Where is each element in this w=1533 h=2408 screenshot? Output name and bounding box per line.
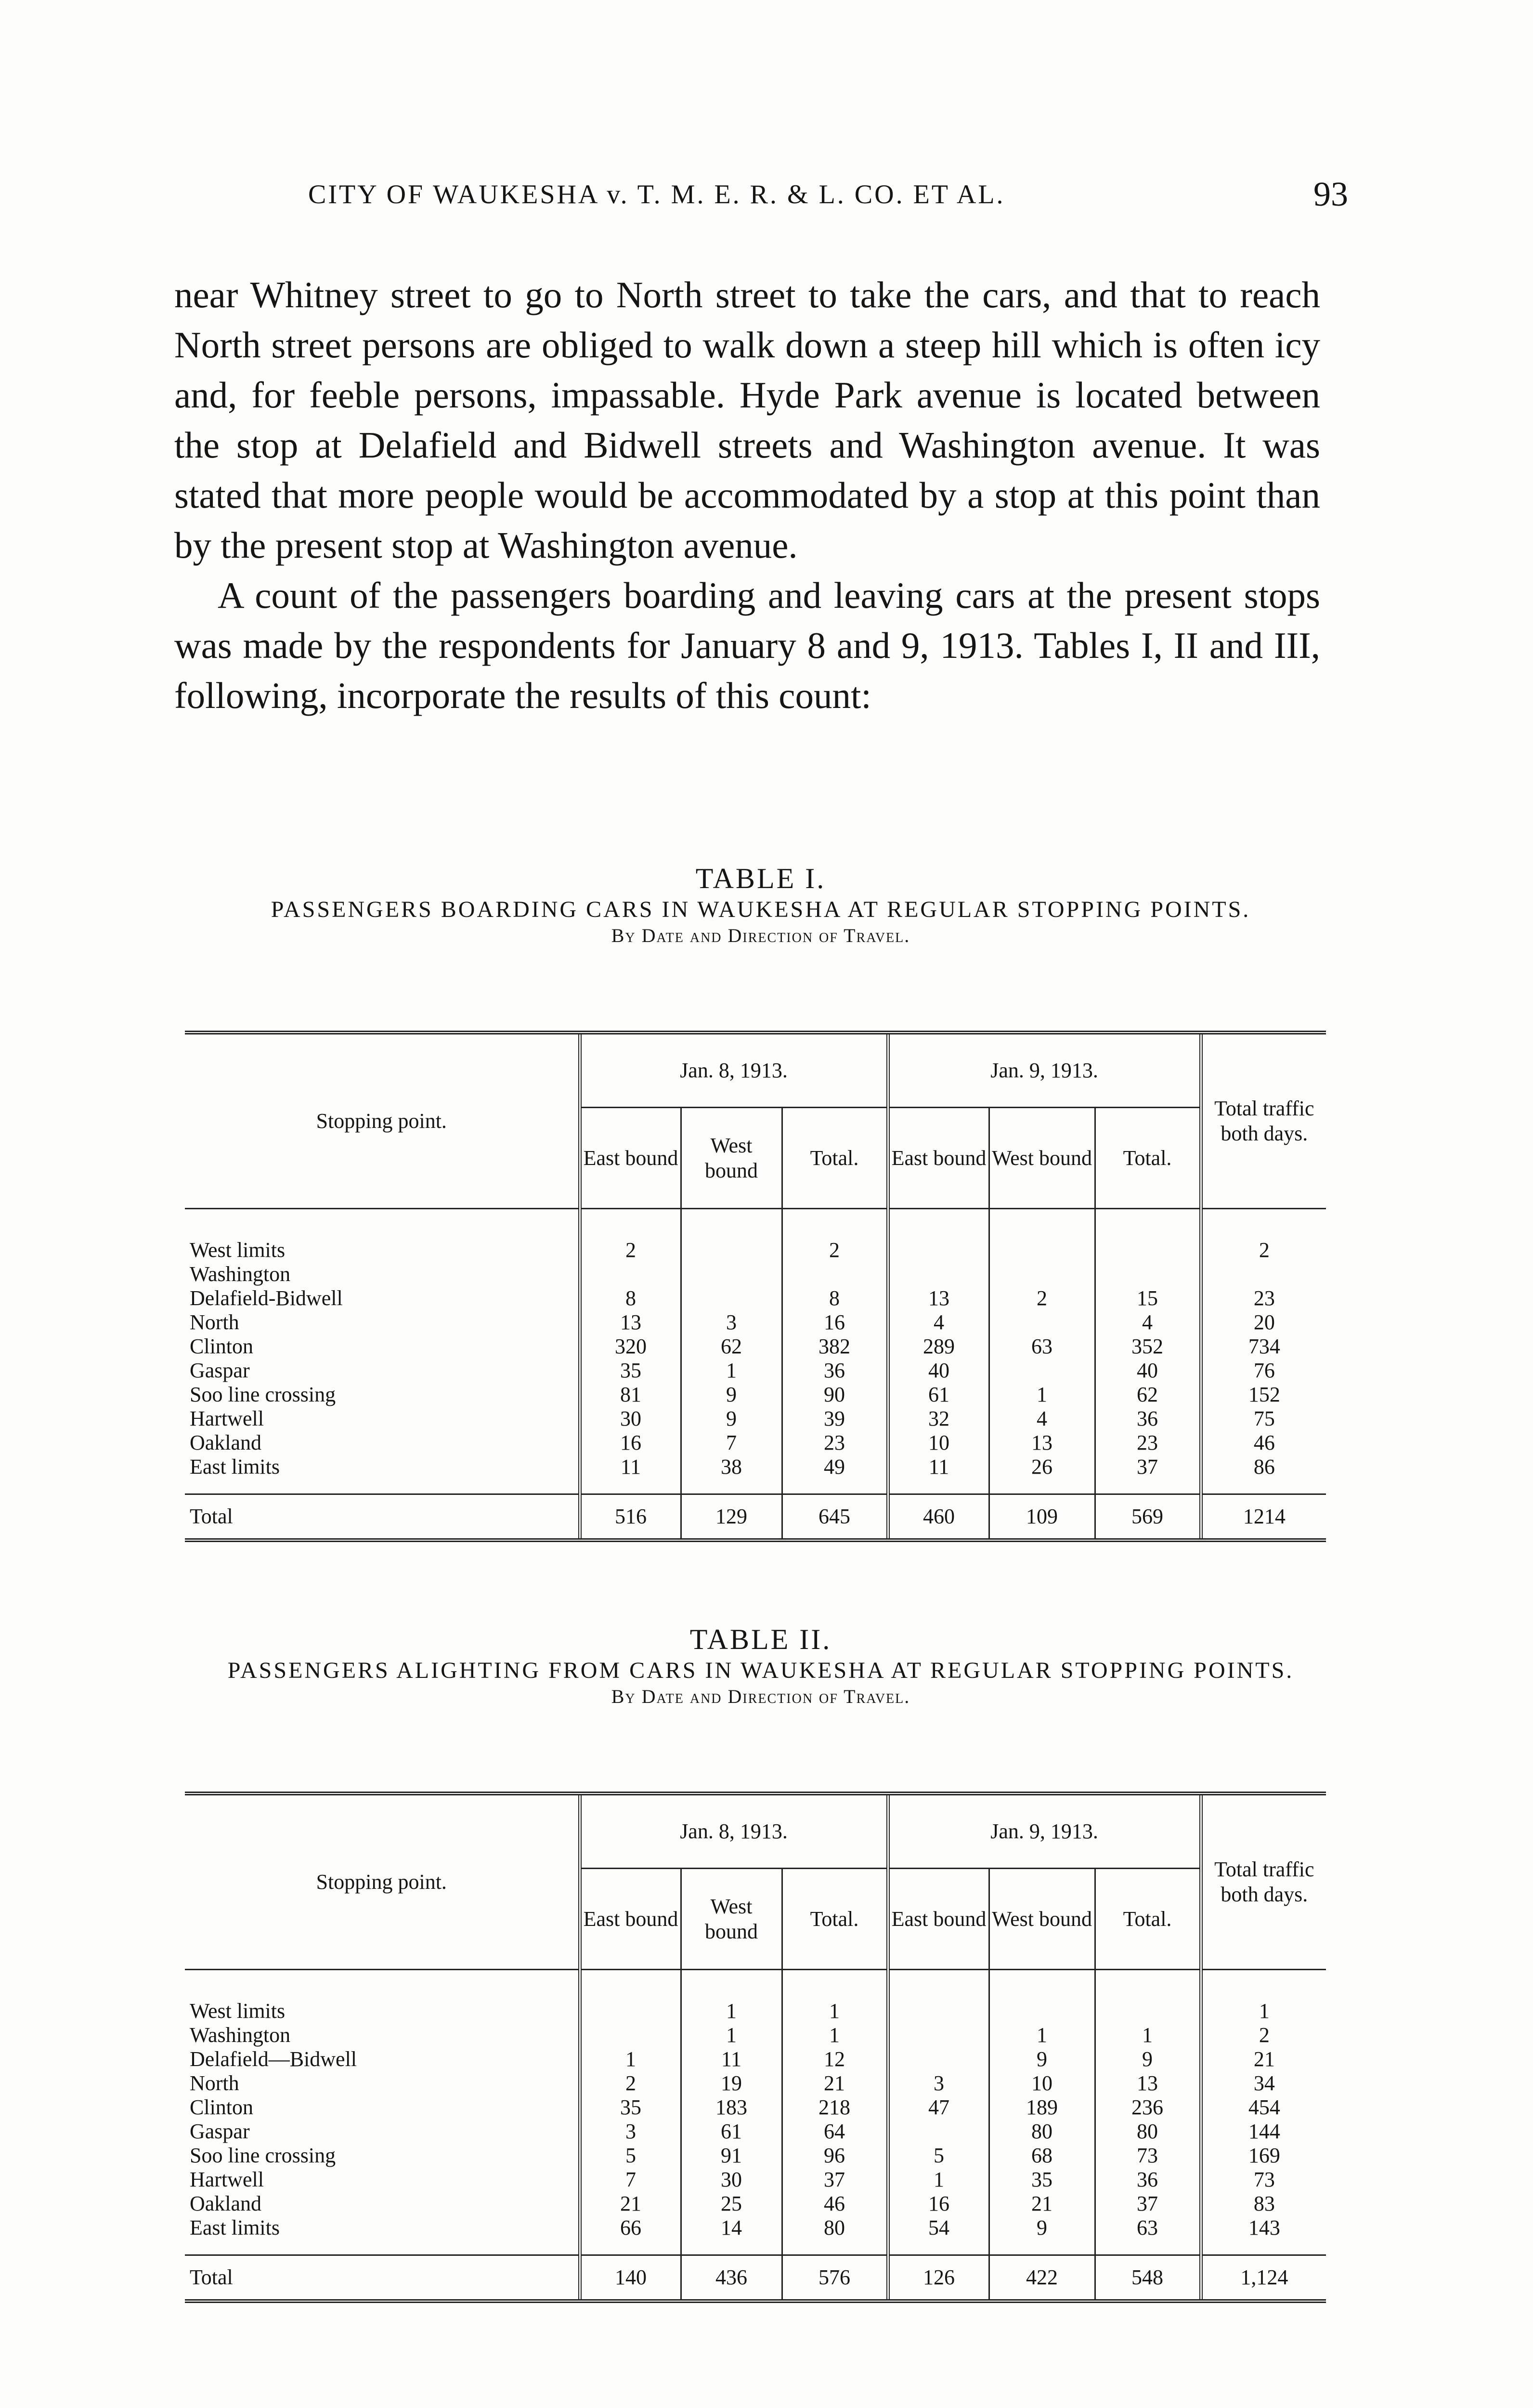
table-cell: 13 bbox=[888, 1286, 989, 1310]
table-row bbox=[185, 1383, 1326, 1407]
table-row bbox=[185, 1209, 1326, 1263]
table-cell: 21 bbox=[989, 2192, 1095, 2216]
table1-byline: By Date and Direction of Travel. bbox=[611, 925, 910, 946]
table-cell: 7 bbox=[681, 1431, 782, 1455]
table-cell: 734 bbox=[1201, 1335, 1326, 1359]
cell-stopping-point: Soo line crossing bbox=[190, 1383, 336, 1406]
col-header-east-bound: East bound bbox=[580, 1108, 681, 1209]
table-row bbox=[185, 1359, 1326, 1383]
col-header-total-both-days: Total traffic both days. bbox=[1201, 1033, 1326, 1209]
table-cell: 1 bbox=[782, 2023, 888, 2047]
table-cell: 144 bbox=[1201, 2120, 1326, 2144]
table-cell: 1 bbox=[580, 2047, 681, 2071]
table-cell bbox=[888, 1209, 989, 1263]
table-cell: 1,124 bbox=[1201, 2255, 1326, 2302]
table2-byline: By Date and Direction of Travel. bbox=[611, 1686, 910, 1707]
table-cell: 36 bbox=[1095, 2168, 1201, 2192]
table-cell: 96 bbox=[782, 2144, 888, 2168]
cell-stopping-point: East limits bbox=[190, 1455, 280, 1479]
table-cell bbox=[888, 1262, 989, 1286]
table-cell: 16 bbox=[580, 1431, 681, 1455]
table-cell: 68 bbox=[989, 2144, 1095, 2168]
table-cell: 21 bbox=[580, 2192, 681, 2216]
table-cell: 35 bbox=[989, 2168, 1095, 2192]
cell-stopping-point: Clinton bbox=[190, 2095, 254, 2119]
table1 bbox=[185, 1031, 1326, 1542]
table-cell: 4 bbox=[888, 1310, 989, 1335]
table-cell: 47 bbox=[888, 2095, 989, 2120]
col-header-jan8: Jan. 8, 1913. bbox=[580, 1033, 888, 1108]
cell-stopping-point: Oakland bbox=[190, 2192, 262, 2215]
cell-stopping-point: Oakland bbox=[190, 1431, 262, 1454]
cell-stopping-point: East limits bbox=[190, 2216, 280, 2239]
table-cell: 11 bbox=[580, 1455, 681, 1494]
table-cell bbox=[989, 1209, 1095, 1263]
table-cell: 3 bbox=[580, 2120, 681, 2144]
table-cell: 2 bbox=[580, 2071, 681, 2095]
cell-stopping-point: North bbox=[190, 2071, 239, 2095]
table-cell: 13 bbox=[580, 1310, 681, 1335]
col-header-total: Total. bbox=[1095, 1108, 1201, 1209]
table2-body bbox=[185, 1970, 1326, 2302]
table-cell: 2 bbox=[1201, 1209, 1326, 1263]
table-cell: 109 bbox=[989, 1494, 1095, 1541]
cell-stopping-point: West limits bbox=[190, 1238, 286, 1262]
table-row bbox=[185, 1970, 1326, 2024]
cell-stopping-point: Washington bbox=[190, 2023, 291, 2047]
cell-stopping-point: Soo line crossing bbox=[190, 2144, 336, 2167]
col-header-total: Total. bbox=[782, 1869, 888, 1970]
table-row bbox=[185, 2144, 1326, 2168]
table-cell: 61 bbox=[681, 2120, 782, 2144]
table2-caption bbox=[144, 1623, 1377, 1708]
table-cell: 2 bbox=[580, 1209, 681, 1263]
body-text bbox=[174, 270, 1320, 720]
table-cell: 64 bbox=[782, 2120, 888, 2144]
table-cell: 8 bbox=[782, 1286, 888, 1310]
table-cell: 61 bbox=[888, 1383, 989, 1407]
col-header-east-bound: East bound bbox=[580, 1869, 681, 1970]
table-cell: 189 bbox=[989, 2095, 1095, 2120]
table-cell: 62 bbox=[681, 1335, 782, 1359]
table-cell: 34 bbox=[1201, 2071, 1326, 2095]
table-cell: 140 bbox=[580, 2255, 681, 2302]
table-cell: 1 bbox=[888, 2168, 989, 2192]
cell-stopping-point: Delafield-Bidwell bbox=[190, 1286, 343, 1310]
table-cell: 40 bbox=[888, 1359, 989, 1383]
table-cell: 49 bbox=[782, 1455, 888, 1494]
table-cell bbox=[888, 2023, 989, 2047]
cell-stopping-point: Total bbox=[185, 1494, 580, 1541]
table-cell: 183 bbox=[681, 2095, 782, 2120]
table-row bbox=[185, 2095, 1326, 2120]
table-cell: 2 bbox=[989, 1286, 1095, 1310]
table-cell: 1 bbox=[681, 1359, 782, 1383]
table-cell bbox=[782, 1262, 888, 1286]
table-row bbox=[185, 1431, 1326, 1455]
table-cell: 23 bbox=[782, 1431, 888, 1455]
col-header-west-bound: West bound bbox=[989, 1869, 1095, 1970]
col-header-total: Total. bbox=[1095, 1869, 1201, 1970]
page-number: 93 bbox=[1313, 175, 1348, 213]
cell-stopping-point: Total bbox=[185, 2255, 580, 2302]
table-cell bbox=[681, 1209, 782, 1263]
table-cell: 13 bbox=[989, 1431, 1095, 1455]
table-cell bbox=[888, 1970, 989, 2024]
table1-title: TABLE I. bbox=[695, 863, 826, 894]
running-head-title: CITY OF WAUKESHA v. T. M. E. R. & L. CO. ET AL. bbox=[308, 180, 1005, 209]
table-cell: 11 bbox=[888, 1455, 989, 1494]
table-cell: 23 bbox=[1095, 1431, 1201, 1455]
table-cell bbox=[1095, 1262, 1201, 1286]
table-cell: 23 bbox=[1201, 1286, 1326, 1310]
table-cell: 54 bbox=[888, 2216, 989, 2255]
col-header-west-bound: West bound bbox=[681, 1869, 782, 1970]
table-cell: 460 bbox=[888, 1494, 989, 1541]
table-cell: 548 bbox=[1095, 2255, 1201, 2302]
col-header-jan9: Jan. 9, 1913. bbox=[888, 1793, 1201, 1869]
col-header-jan8: Jan. 8, 1913. bbox=[580, 1793, 888, 1869]
table-cell: 169 bbox=[1201, 2144, 1326, 2168]
table-cell: 8 bbox=[580, 1286, 681, 1310]
table1-caption bbox=[144, 862, 1377, 947]
table-cell: 76 bbox=[1201, 1359, 1326, 1383]
table-row bbox=[185, 1455, 1326, 1494]
table-row bbox=[185, 2023, 1326, 2047]
table-cell: 1 bbox=[989, 1383, 1095, 1407]
cell-stopping-point: North bbox=[190, 1310, 239, 1334]
table-cell: 35 bbox=[580, 2095, 681, 2120]
cell-stopping-point: Clinton bbox=[190, 1335, 254, 1358]
cell-stopping-point: Delafield—Bidwell bbox=[190, 2047, 357, 2071]
table-cell: 4 bbox=[1095, 1310, 1201, 1335]
table-cell: 80 bbox=[1095, 2120, 1201, 2144]
table-cell: 9 bbox=[681, 1383, 782, 1407]
table-cell: 289 bbox=[888, 1335, 989, 1359]
table-cell: 569 bbox=[1095, 1494, 1201, 1541]
table-cell bbox=[888, 2047, 989, 2071]
table-cell: 9 bbox=[1095, 2047, 1201, 2071]
table-cell: 11 bbox=[681, 2047, 782, 2071]
table-row bbox=[185, 1310, 1326, 1335]
col-header-total: Total. bbox=[782, 1108, 888, 1209]
table-cell: 21 bbox=[1201, 2047, 1326, 2071]
table-row bbox=[185, 2192, 1326, 2216]
table-cell: 46 bbox=[782, 2192, 888, 2216]
table-cell bbox=[681, 1262, 782, 1286]
table-cell: 436 bbox=[681, 2255, 782, 2302]
table-cell: 19 bbox=[681, 2071, 782, 2095]
cell-stopping-point: Gaspar bbox=[190, 1359, 250, 1382]
table-cell: 3 bbox=[681, 1310, 782, 1335]
table2-title: TABLE II. bbox=[689, 1623, 832, 1655]
table-cell: 35 bbox=[580, 1359, 681, 1383]
table-cell: 129 bbox=[681, 1494, 782, 1541]
table-cell: 1 bbox=[989, 2023, 1095, 2047]
table-row bbox=[185, 2047, 1326, 2071]
table-cell: 645 bbox=[782, 1494, 888, 1541]
table-cell: 36 bbox=[782, 1359, 888, 1383]
table-cell: 2 bbox=[1201, 2023, 1326, 2047]
table-cell: 16 bbox=[782, 1310, 888, 1335]
table-cell: 10 bbox=[989, 2071, 1095, 2095]
table-cell bbox=[580, 1970, 681, 2024]
cell-stopping-point: Gaspar bbox=[190, 2120, 250, 2143]
table-cell: 1 bbox=[782, 1970, 888, 2024]
col-header-stopping-point: Stopping point. bbox=[185, 1033, 580, 1209]
table-cell: 9 bbox=[989, 2047, 1095, 2071]
table-cell: 73 bbox=[1201, 2168, 1326, 2192]
table-row bbox=[185, 2071, 1326, 2095]
col-header-west-bound: West bound bbox=[681, 1108, 782, 1209]
table-cell: 236 bbox=[1095, 2095, 1201, 2120]
table-cell bbox=[1095, 1209, 1201, 1263]
table-cell: 13 bbox=[1095, 2071, 1201, 2095]
col-header-total-both-days: Total traffic both days. bbox=[1201, 1793, 1326, 1970]
table-row bbox=[185, 2216, 1326, 2255]
table-cell: 86 bbox=[1201, 1455, 1326, 1494]
cell-stopping-point: West limits bbox=[190, 1999, 286, 2023]
paragraph: near Whitney street to go to North street to take the cars, and that to reach North street persons are obliged to walk down a steep hill which is often icy and, for feeble persons, impassable. Hyde Park avenue is located between the stop at Delafield and Bidwell streets and Washington avenue. It was stated that more people would be accommodated by a stop at this point than by the present stop at Washington avenue. bbox=[174, 274, 1320, 566]
table-cell: 15 bbox=[1095, 1286, 1201, 1310]
table-cell bbox=[989, 1970, 1095, 2024]
table-cell: 36 bbox=[1095, 1407, 1201, 1431]
table-cell: 10 bbox=[888, 1431, 989, 1455]
table-cell: 39 bbox=[782, 1407, 888, 1431]
table-cell: 516 bbox=[580, 1494, 681, 1541]
col-header-stopping-point: Stopping point. bbox=[185, 1793, 580, 1970]
table-cell: 25 bbox=[681, 2192, 782, 2216]
paragraph: A count of the passengers boarding and leaving cars at the present stops was made by the respondents for January 8 and 9, 1913. Tables I, II and III, following, incorporate the results of this count: bbox=[174, 575, 1320, 716]
table-cell: 46 bbox=[1201, 1431, 1326, 1455]
table-cell: 143 bbox=[1201, 2216, 1326, 2255]
table-cell: 9 bbox=[681, 1407, 782, 1431]
table-row bbox=[185, 1407, 1326, 1431]
table-cell: 5 bbox=[888, 2144, 989, 2168]
table-row bbox=[185, 1262, 1326, 1286]
table-cell: 576 bbox=[782, 2255, 888, 2302]
table-cell: 38 bbox=[681, 1455, 782, 1494]
table-cell: 126 bbox=[888, 2255, 989, 2302]
table-cell: 75 bbox=[1201, 1407, 1326, 1431]
table-cell: 80 bbox=[989, 2120, 1095, 2144]
table-cell: 32 bbox=[888, 1407, 989, 1431]
col-header-east-bound: East bound bbox=[888, 1108, 989, 1209]
table-cell: 30 bbox=[681, 2168, 782, 2192]
table-row bbox=[185, 1286, 1326, 1310]
table-cell: 12 bbox=[782, 2047, 888, 2071]
table-cell: 16 bbox=[888, 2192, 989, 2216]
table-cell: 26 bbox=[989, 1455, 1095, 1494]
table-cell: 73 bbox=[1095, 2144, 1201, 2168]
table-cell: 30 bbox=[580, 1407, 681, 1431]
table-cell: 40 bbox=[1095, 1359, 1201, 1383]
table-cell: 382 bbox=[782, 1335, 888, 1359]
table-cell: 2 bbox=[782, 1209, 888, 1263]
table-cell: 62 bbox=[1095, 1383, 1201, 1407]
table-cell: 4 bbox=[989, 1407, 1095, 1431]
table-cell: 91 bbox=[681, 2144, 782, 2168]
table-row bbox=[185, 2120, 1326, 2144]
table-cell bbox=[888, 2120, 989, 2144]
table-cell bbox=[1201, 1262, 1326, 1286]
table-cell: 152 bbox=[1201, 1383, 1326, 1407]
table-cell: 83 bbox=[1201, 2192, 1326, 2216]
table-cell: 5 bbox=[580, 2144, 681, 2168]
col-header-east-bound: East bound bbox=[888, 1869, 989, 1970]
table-cell bbox=[580, 2023, 681, 2047]
table-cell: 21 bbox=[782, 2071, 888, 2095]
table-cell: 454 bbox=[1201, 2095, 1326, 2120]
table-cell: 9 bbox=[989, 2216, 1095, 2255]
cell-stopping-point: Washington bbox=[190, 1262, 291, 1286]
col-header-west-bound: West bound bbox=[989, 1108, 1095, 1209]
table-total-row bbox=[185, 1494, 1326, 1541]
table-cell: 81 bbox=[580, 1383, 681, 1407]
table1-body bbox=[185, 1209, 1326, 1541]
table-cell: 320 bbox=[580, 1335, 681, 1359]
table-cell: 422 bbox=[989, 2255, 1095, 2302]
table-cell: 1214 bbox=[1201, 1494, 1326, 1541]
table-cell: 20 bbox=[1201, 1310, 1326, 1335]
table-row bbox=[185, 2168, 1326, 2192]
table2 bbox=[185, 1792, 1326, 2303]
table-cell: 352 bbox=[1095, 1335, 1201, 1359]
table-cell: 14 bbox=[681, 2216, 782, 2255]
table-cell bbox=[1095, 1970, 1201, 2024]
table2-subtitle: PASSENGERS ALIGHTING FROM CARS IN WAUKESHA AT REGULAR STOPPING POINTS. bbox=[227, 1658, 1294, 1683]
table1-subtitle: PASSENGERS BOARDING CARS IN WAUKESHA AT REGULAR STOPPING POINTS. bbox=[271, 897, 1251, 922]
table-cell: 1 bbox=[681, 2023, 782, 2047]
table-cell bbox=[580, 1262, 681, 1286]
table-cell: 3 bbox=[888, 2071, 989, 2095]
table-cell bbox=[989, 1359, 1095, 1383]
table-total-row bbox=[185, 2255, 1326, 2302]
table-cell: 90 bbox=[782, 1383, 888, 1407]
table-cell: 1 bbox=[1201, 1970, 1326, 2024]
table-row bbox=[185, 1335, 1326, 1359]
table-cell: 37 bbox=[1095, 1455, 1201, 1494]
table-cell bbox=[989, 1310, 1095, 1335]
table-cell: 7 bbox=[580, 2168, 681, 2192]
table-cell: 37 bbox=[1095, 2192, 1201, 2216]
table-cell: 1 bbox=[681, 1970, 782, 2024]
col-header-jan9: Jan. 9, 1913. bbox=[888, 1033, 1201, 1108]
table-cell: 218 bbox=[782, 2095, 888, 2120]
table-cell: 63 bbox=[989, 1335, 1095, 1359]
running-header bbox=[308, 175, 1348, 213]
cell-stopping-point: Hartwell bbox=[190, 1407, 264, 1430]
table-cell: 63 bbox=[1095, 2216, 1201, 2255]
table-cell: 80 bbox=[782, 2216, 888, 2255]
table-cell bbox=[989, 1262, 1095, 1286]
table-cell: 1 bbox=[1095, 2023, 1201, 2047]
table-cell: 37 bbox=[782, 2168, 888, 2192]
table-cell bbox=[681, 1286, 782, 1310]
cell-stopping-point: Hartwell bbox=[190, 2168, 264, 2191]
table-cell: 66 bbox=[580, 2216, 681, 2255]
